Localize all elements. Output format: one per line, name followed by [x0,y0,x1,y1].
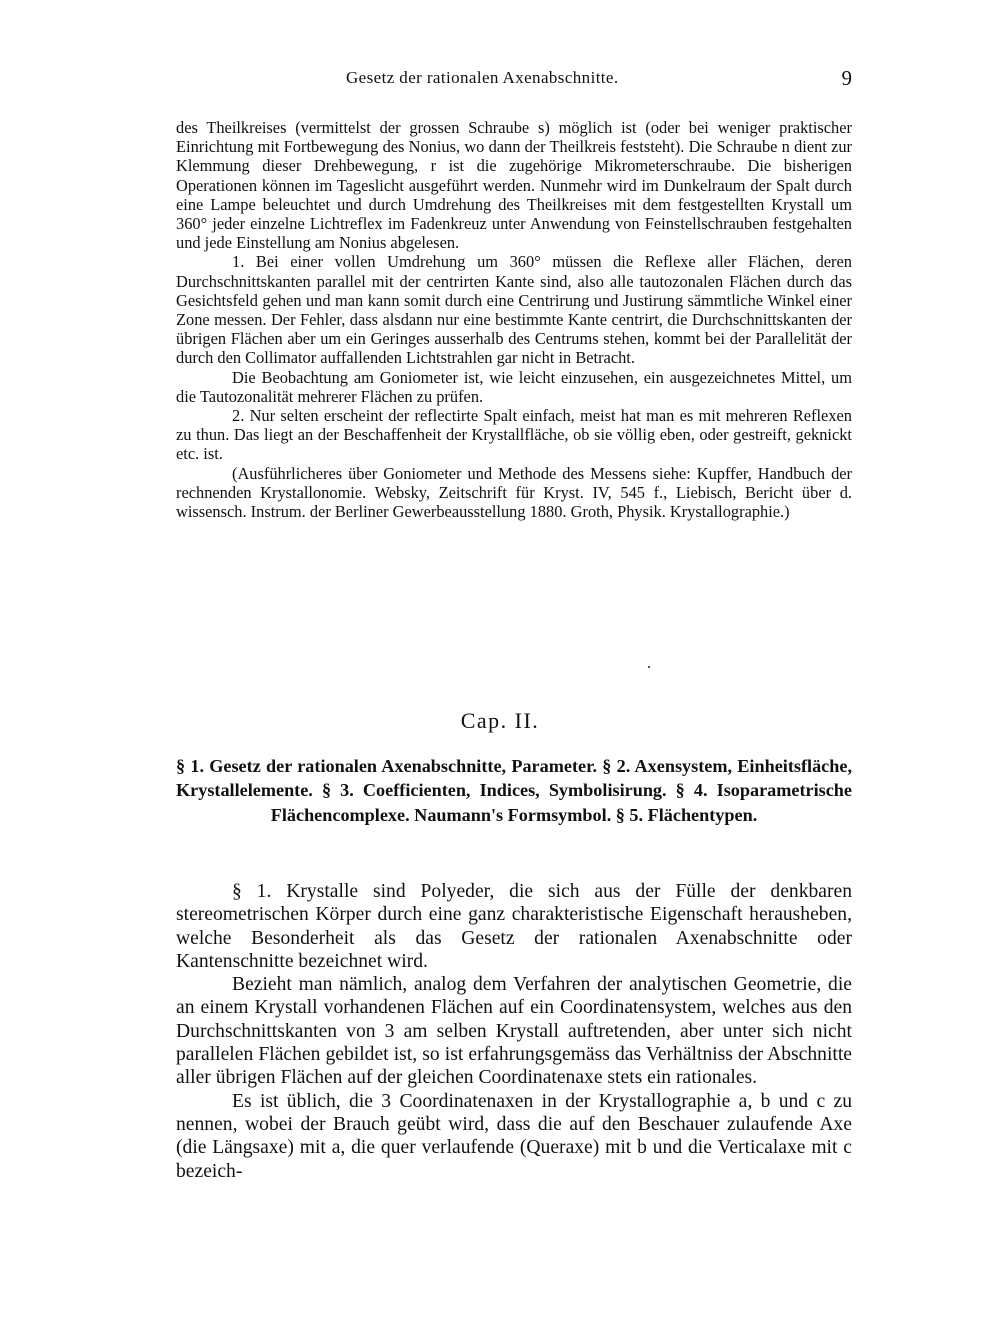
goniometer-section [176,118,852,521]
chapter-title: Cap. II. [460,708,540,733]
running-title: Gesetz der rationalen Axenabschnitte. [346,68,619,87]
page-header [176,68,852,100]
chapter-summary: § 1. Gesetz der rationalen Axenabschnitte, Parameter. § 2. Axensystem, Einheitsfläche, Krystallelemente. § 3. Coefficienten, Indices, Symbolisirung. § 4. Isoparametrische Flächencomplexe. Naumann's Formsymbol. § 5. Flächentypen. [176,756,852,825]
paragraph-coordinatenaxen: Es ist üblich, die 3 Coordinatenaxen in der Krystallographie a, b und c zu nennen, wobei der Brauch geübt wird, dass die auf den Beschauer zulaufende Axe (die Längsaxe) mit a, die quer verlaufende (Queraxe) mit b und die Verticalaxe mit c bezeich- [176,1090,852,1182]
paragraph-bezieht: Bezieht man nämlich, analog dem Verfahren der analytischen Geometrie, die an einem Krystall vorhandenen Flächen auf ein Coordinatensystem, welches aus den Durchschnittskanten von 3 am selben Krystall auftretenden, aber unter sich nicht parallelen Flächen gebildet ist, so ist erfahrungsgemäss das Verhältniss der Abschnitte aller übrigen Flächen auf der gleichen Coordinatenaxe stets ein rationales. [176,974,852,1089]
paragraph-beobachtung: Die Beobachtung am Goniometer ist, wie leicht einzusehen, ein ausgezeichnetes Mittel, um die Tautozonalität mehrerer Flächen zu prüfen. [176,367,852,406]
paragraph-reflexe: 2. Nur selten erscheint der reflectirte Spalt einfach, meist hat man es mit mehreren Reflexen zu thun. Das liegt an der Beschaffenheit der Krystallfläche, ob sie völlig eben, oder gestreift, geknickt etc. ist. [176,406,852,464]
print-speck [648,666,650,668]
section-1-text [176,880,852,1183]
page-number: 9 [841,66,852,90]
paragraph-krystalle: § 1. Krystalle sind Polyeder, die sich aus der Fülle der denkbaren stereometrischen Körper durch eine ganz charakteristische Eigenschaft herausheben, welche Besonderheit als das Gesetz der rationalen Axenabschnitte oder Kantenschnitte bezeichnet wird. [176,881,852,972]
paragraph-umdrehung: 1. Bei einer vollen Umdrehung um 360° müssen die Reflexe aller Flächen, deren Durchschnittskanten parallel mit der centrirten Kante sind, also alle tautozonalen Flächen durch das Gesichtsfeld gehen und man kann somit durch eine Centrirung und Justirung sämmtliche Winkel einer Zone messen. Der Fehler, dass alsdann nur eine bestimmte Kante centrirt, die Durchschnittskanten der übrigen Flächen aber um ein Geringes ausserhalb des Centrums stehen, kommt bei der Parallelität der durch den Collimator auffallenden Lichtstrahlen gar nicht in Betracht. [176,252,852,368]
paragraph-literature: (Ausführlicheres über Goniometer und Methode des Messens siehe: Kupffer, Handbuch der rechnenden Krystallonomie. Websky, Zeitschrift für Kryst. IV, 545 f., Liebisch, Bericht über d. wissensch. Instrum. der Berliner Gewerbeausstellung 1880. Groth, Physik. Krystallographie.) [176,463,852,522]
paragraph-theilkreis: des Theilkreises (vermittelst der grossen Schraube s) möglich ist (oder bei weniger praktischer Einrichtung mit Fortbewegung des Nonius, wo dann der Theilkreis feststeht). Die Schraube n dient zur Klemmung dieser Drehbewegung, r ist die zugehörige Mikrometerschraube. Die bisherigen Operationen können im Tageslicht ausgeführt werden. Nunmehr wird im Dunkelraum der Spalt durch eine Lampe beleuchtet und durch Umdrehung des Theilkreises mit dem festgestellten Krystall um 360° jeder einzelne Lichtreflex im Fadenkreuz unter Anwendung von Feinstellschrauben festgehalten und jede Einstellung am Nonius abgelesen. [176,118,852,253]
